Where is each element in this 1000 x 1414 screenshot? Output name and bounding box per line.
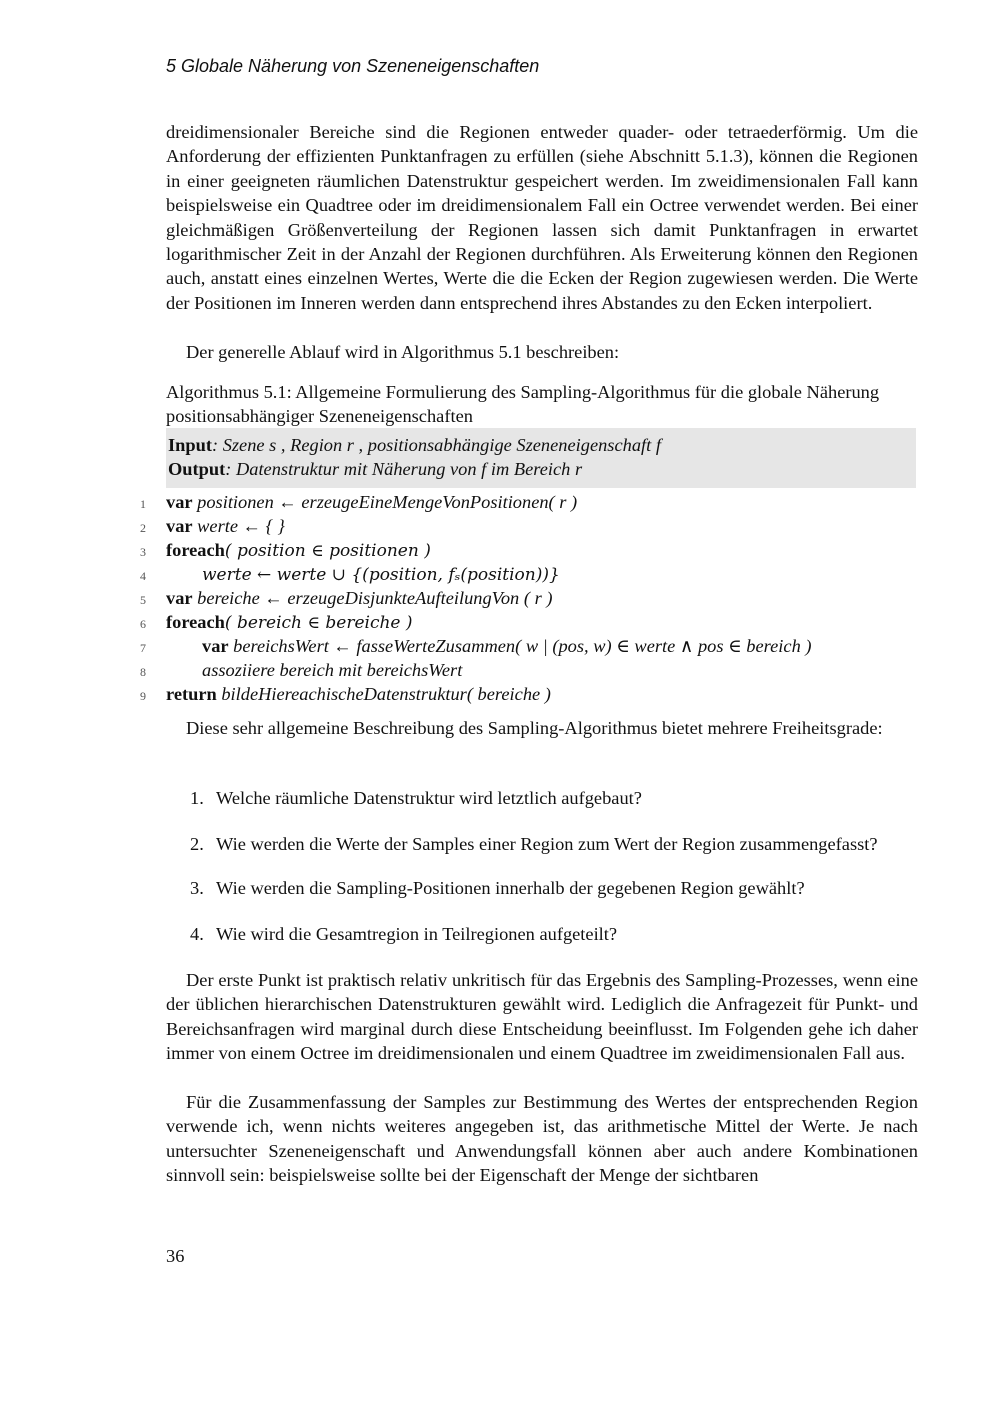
algorithm-line <box>140 586 553 610</box>
list-text: Wie werden die Werte der Samples einer Region zum Wert der Region zusammengefasst? <box>216 834 878 854</box>
keyword: var <box>166 588 193 608</box>
line-number: 2 <box>140 521 146 535</box>
code-text: ( position ∈ positionen ) <box>224 541 431 561</box>
algorithm-line <box>140 490 578 514</box>
code-text: positionen ← erzeugeEineMengeVonPositionen( r ) <box>192 492 578 512</box>
paragraph-5: Für die Zusammenfassung der Samples zur Bestimmung des Wertes der entsprechenden Region verwende ich, wenn nichts weiteres angegeben ist, das arithmetische Mittel der Werte. Je nach untersuchter Szeneneigenschaft und Anwendungsfall können aber auch andere Kombinationen sinnvoll sein: beispielsweise sollte bei der Eigenschaft der Menge der sichtbaren <box>166 1092 918 1186</box>
list-number: 4. <box>190 924 204 944</box>
algorithm-input <box>168 433 661 457</box>
line-number: 9 <box>140 689 146 703</box>
list-text: Wie werden die Sampling-Positionen innerhalb der gegebenen Region gewählt? <box>216 878 805 898</box>
keyword: return <box>166 684 217 704</box>
code-text: bereichsWert ← fasseWerteZusammen( w | (pos, w) ∈ werte ∧ pos ∈ bereich ) <box>228 636 812 656</box>
keyword: var <box>166 516 193 536</box>
paragraph-1: dreidimensionaler Bereiche sind die Regionen entweder quader- oder tetraederförmig. Um die Anforderung der effizienten Punktanfragen zu erfüllen (siehe Abschnitt 5.1.3), können die Regionen in einer geeigneten räumlichen Datenstruktur gespeichert werden. Im zweidimensionalen Fall kann beispielsweise ein Quadtree oder im dreidimensionalem Fall ein Octree verwendet werden. Bei einer gleichmäßigen Größenverteilung der Regionen lassen sich damit Punktanfragen in erwartet logarithmischer Zeit in der Anzahl der Regionen durchführen. Als Erweiterung können den Regionen auch, anstatt eines einzelnen Wertes, Werte die die Ecken der Region zugewiesen werden. Die Werte der Positionen im Inneren werden dann entsprechend ihres Abstandes zu den Ecken interpoliert. <box>166 122 918 313</box>
output-text: : Datenstruktur mit Näherung von f im Bereich r <box>225 459 583 479</box>
algorithm-line <box>140 562 560 586</box>
list-text: Wie wird die Gesamtregion in Teilregionen aufgeteilt? <box>216 924 618 944</box>
list-item <box>190 876 805 900</box>
algorithm-line <box>140 634 812 658</box>
keyword: foreach <box>166 540 225 560</box>
algorithm-line <box>140 658 463 682</box>
algorithm-line <box>140 610 413 634</box>
list-item <box>190 922 617 946</box>
keyword: foreach <box>166 612 225 632</box>
code-text: assoziiere bereich mit bereichsWert <box>202 660 463 680</box>
algorithm-line <box>140 682 551 706</box>
list-number: 3. <box>190 878 204 898</box>
list-item <box>190 786 642 810</box>
list-number: 1. <box>190 788 204 808</box>
code-text: bereiche ← erzeugeDisjunkteAufteilungVon ( r ) <box>192 588 553 608</box>
page-number: 36 <box>166 1246 185 1266</box>
line-number: 1 <box>140 497 146 511</box>
algorithm-caption <box>166 380 918 429</box>
line-number: 6 <box>140 617 146 631</box>
line-number: 7 <box>140 641 146 655</box>
paragraph-2: Der generelle Ablauf wird in Algorithmus 5.1 beschreiben: <box>186 342 620 362</box>
keyword: var <box>202 636 229 656</box>
algorithm-line <box>140 538 431 562</box>
paragraph-4: Der erste Punkt ist praktisch relativ unkritisch für das Ergebnis des Sampling-Prozesses, wenn eine der üblichen hierarchischen Datenstrukturen gewählt wird. Lediglich die Anfragezeit für Punkt- und Bereichsanfragen wird marginal durch diese Entscheidung beeinflusst. Im Folgenden gehe ich daher immer von einem Octree im dreidimensionalen und einem Quadtree im zweidimensionalen Fall aus. <box>166 970 918 1064</box>
code-text: ( bereich ∈ bereiche ) <box>224 613 413 633</box>
line-number: 3 <box>140 545 146 559</box>
list-number: 2. <box>190 834 204 854</box>
page-header: 5 Globale Näherung von Szeneneigenschaften <box>166 56 540 76</box>
output-label: Output <box>168 459 226 479</box>
algorithm-output <box>168 457 582 481</box>
code-text: werte ← werte ∪ {(position, fₛ(position))} <box>202 565 560 585</box>
line-number: 4 <box>140 569 146 583</box>
paragraph-3: Diese sehr allgemeine Beschreibung des Sampling-Algorithmus bietet mehrere Freiheitsgrade: <box>186 718 883 738</box>
code-text: bildeHiereachischeDatenstruktur( bereiche ) <box>216 684 551 704</box>
code-text: werte ← { } <box>192 516 285 536</box>
keyword: var <box>166 492 193 512</box>
list-text: Welche räumliche Datenstruktur wird letztlich aufgebaut? <box>216 788 642 808</box>
algorithm-caption-text: Allgemeine Formulierung des Sampling-Algorithmus für die globale Näherung positionsabhängiger Szeneneigenschaften <box>166 382 880 427</box>
algorithm-line <box>140 514 285 538</box>
input-text: : Szene s , Region r , positionsabhängige Szeneneigenschaft f <box>211 435 661 455</box>
line-number: 5 <box>140 593 146 607</box>
list-item <box>190 832 878 856</box>
input-label: Input <box>168 435 212 455</box>
line-number: 8 <box>140 665 146 679</box>
algorithm-caption-label: Algorithmus 5.1: <box>166 382 292 402</box>
